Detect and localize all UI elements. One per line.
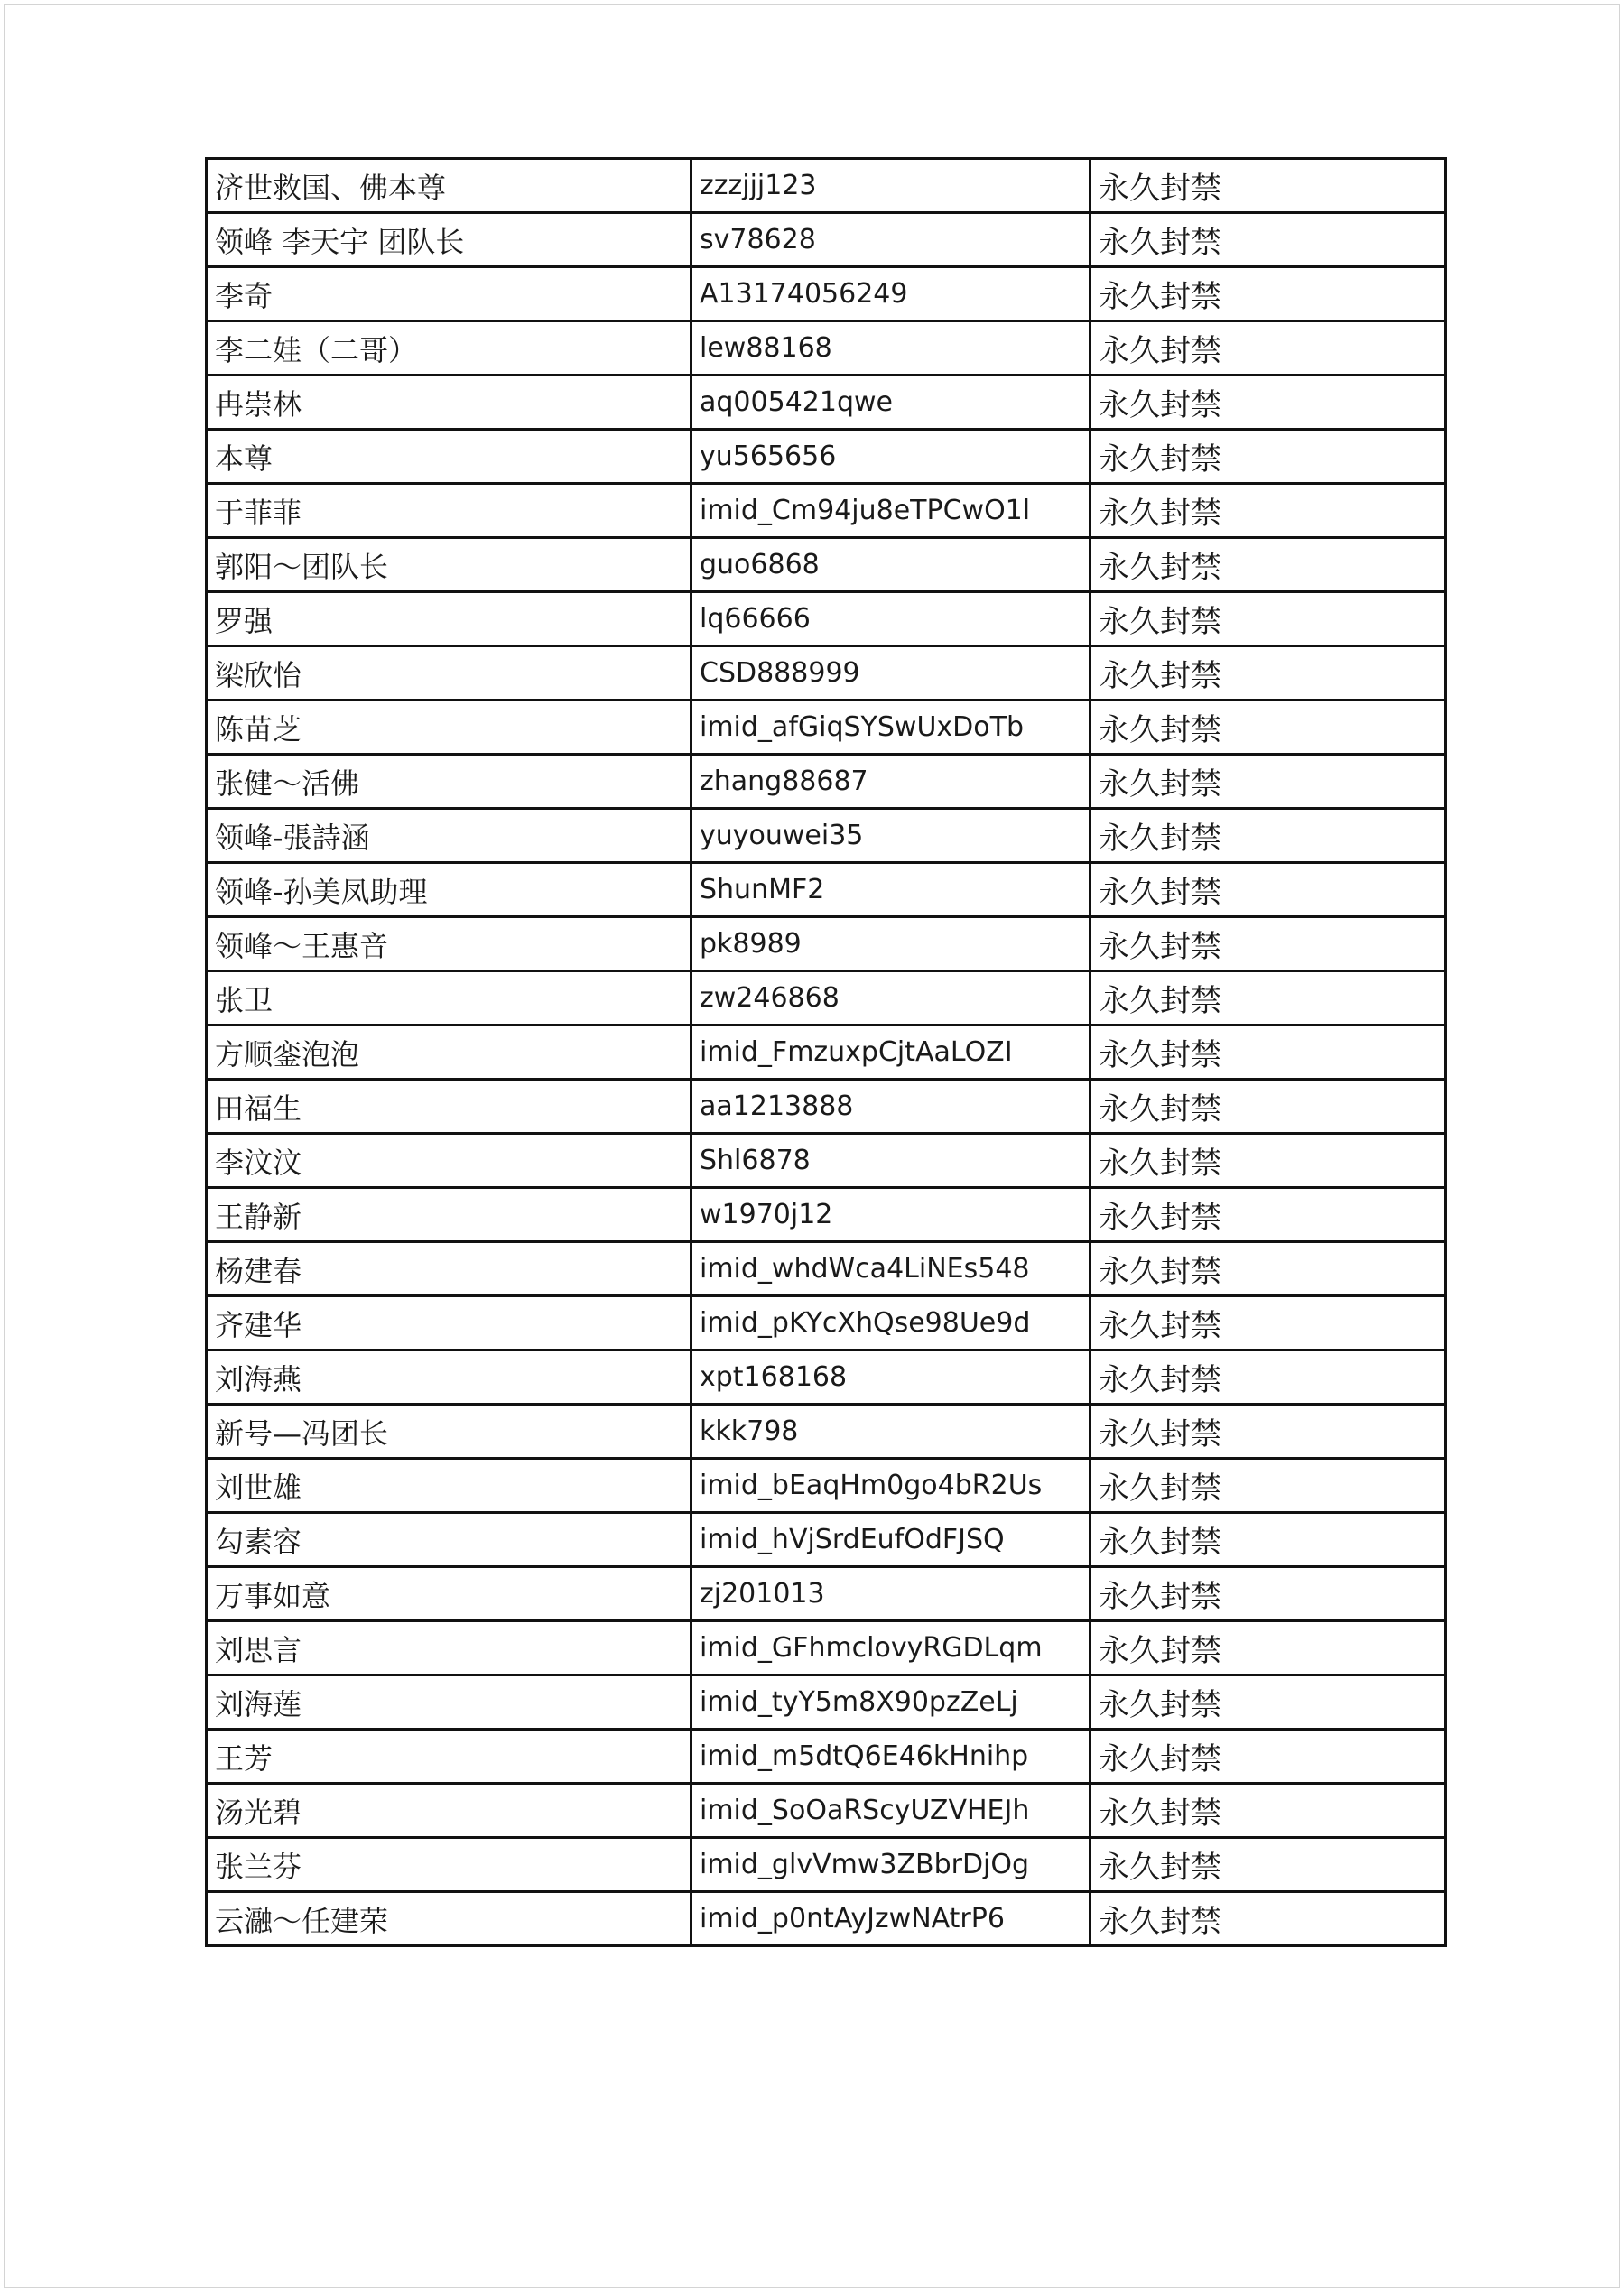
- name-cell: 领峰 李天宇 团队长: [207, 213, 691, 267]
- table-row: [207, 484, 1446, 538]
- account-cell: zw246868: [691, 971, 1090, 1025]
- account-cell: imid_tyY5m8X90pzZeLj: [691, 1675, 1090, 1730]
- status-cell: 永久封禁: [1090, 971, 1446, 1025]
- name-cell: 王芳: [207, 1730, 691, 1784]
- status-cell: 永久封禁: [1090, 592, 1446, 646]
- document-page: [4, 4, 1620, 2288]
- account-cell: zhang88687: [691, 755, 1090, 809]
- table-row: [207, 809, 1446, 863]
- name-cell: 勾素容: [207, 1513, 691, 1567]
- name-cell: 刘世雄: [207, 1459, 691, 1513]
- account-cell: imid_glvVmw3ZBbrDjOg: [691, 1838, 1090, 1892]
- name-cell: 冉崇林: [207, 376, 691, 430]
- table-row: [207, 755, 1446, 809]
- status-cell: 永久封禁: [1090, 863, 1446, 917]
- name-cell: 张健～活佛: [207, 755, 691, 809]
- account-cell: imid_p0ntAyJzwNAtrP6: [691, 1892, 1090, 1946]
- status-cell: 永久封禁: [1090, 1621, 1446, 1675]
- table-row: [207, 1080, 1446, 1134]
- status-cell: 永久封禁: [1090, 1350, 1446, 1405]
- name-cell: 方顺銮泡泡: [207, 1025, 691, 1080]
- table-row: [207, 213, 1446, 267]
- account-cell: zj201013: [691, 1567, 1090, 1621]
- status-cell: 永久封禁: [1090, 755, 1446, 809]
- account-cell: aq005421qwe: [691, 376, 1090, 430]
- status-cell: 永久封禁: [1090, 484, 1446, 538]
- name-cell: 领峰-張詩涵: [207, 809, 691, 863]
- name-cell: 王静新: [207, 1188, 691, 1242]
- name-cell: 新号—冯团长: [207, 1405, 691, 1459]
- status-cell: 永久封禁: [1090, 538, 1446, 592]
- status-cell: 永久封禁: [1090, 1405, 1446, 1459]
- table-row: [207, 159, 1446, 213]
- status-cell: 永久封禁: [1090, 1730, 1446, 1784]
- table-row: [207, 321, 1446, 376]
- table-row: [207, 863, 1446, 917]
- account-cell: imid_FmzuxpCjtAaLOZI: [691, 1025, 1090, 1080]
- account-cell: imid_Cm94ju8eTPCwO1l: [691, 484, 1090, 538]
- name-cell: 梁欣怡: [207, 646, 691, 701]
- name-cell: 云瀜～任建荣: [207, 1892, 691, 1946]
- name-cell: 刘思言: [207, 1621, 691, 1675]
- status-cell: 永久封禁: [1090, 1242, 1446, 1296]
- ban-list-body: [207, 159, 1446, 1946]
- name-cell: 李二娃（二哥）: [207, 321, 691, 376]
- name-cell: 于菲菲: [207, 484, 691, 538]
- table-row: [207, 1621, 1446, 1675]
- table-row: [207, 1784, 1446, 1838]
- name-cell: 张兰芬: [207, 1838, 691, 1892]
- table-row: [207, 1567, 1446, 1621]
- account-cell: imid_SoOaRScyUZVHEJh: [691, 1784, 1090, 1838]
- status-cell: 永久封禁: [1090, 1892, 1446, 1946]
- status-cell: 永久封禁: [1090, 1188, 1446, 1242]
- status-cell: 永久封禁: [1090, 321, 1446, 376]
- table-row: [207, 1892, 1446, 1946]
- name-cell: 李汶汶: [207, 1134, 691, 1188]
- account-cell: lew88168: [691, 321, 1090, 376]
- table-row: [207, 430, 1446, 484]
- account-cell: zzzjjj123: [691, 159, 1090, 213]
- table-row: [207, 917, 1446, 971]
- status-cell: 永久封禁: [1090, 1459, 1446, 1513]
- account-cell: imid_hVjSrdEufOdFJSQ: [691, 1513, 1090, 1567]
- account-cell: CSD888999: [691, 646, 1090, 701]
- name-cell: 田福生: [207, 1080, 691, 1134]
- table-row: [207, 1188, 1446, 1242]
- account-cell: xpt168168: [691, 1350, 1090, 1405]
- status-cell: 永久封禁: [1090, 809, 1446, 863]
- status-cell: 永久封禁: [1090, 159, 1446, 213]
- account-cell: Shl6878: [691, 1134, 1090, 1188]
- table-row: [207, 592, 1446, 646]
- account-cell: aa1213888: [691, 1080, 1090, 1134]
- table-row: [207, 701, 1446, 755]
- table-row: [207, 376, 1446, 430]
- table-row: [207, 267, 1446, 321]
- status-cell: 永久封禁: [1090, 1296, 1446, 1350]
- account-cell: ShunMF2: [691, 863, 1090, 917]
- status-cell: 永久封禁: [1090, 267, 1446, 321]
- name-cell: 陈苗芝: [207, 701, 691, 755]
- table-row: [207, 646, 1446, 701]
- status-cell: 永久封禁: [1090, 1567, 1446, 1621]
- status-cell: 永久封禁: [1090, 1134, 1446, 1188]
- table-row: [207, 1838, 1446, 1892]
- table-row: [207, 1459, 1446, 1513]
- status-cell: 永久封禁: [1090, 917, 1446, 971]
- account-cell: imid_pKYcXhQse98Ue9d: [691, 1296, 1090, 1350]
- account-cell: imid_whdWca4LiNEs548: [691, 1242, 1090, 1296]
- name-cell: 济世救国、佛本尊: [207, 159, 691, 213]
- status-cell: 永久封禁: [1090, 1838, 1446, 1892]
- account-cell: imid_bEaqHm0go4bR2Us: [691, 1459, 1090, 1513]
- status-cell: 永久封禁: [1090, 1675, 1446, 1730]
- name-cell: 张卫: [207, 971, 691, 1025]
- table-row: [207, 1296, 1446, 1350]
- account-cell: imid_m5dtQ6E46kHnihp: [691, 1730, 1090, 1784]
- table-row: [207, 1730, 1446, 1784]
- account-cell: kkk798: [691, 1405, 1090, 1459]
- account-cell: pk8989: [691, 917, 1090, 971]
- table-row: [207, 1242, 1446, 1296]
- account-cell: yuyouwei35: [691, 809, 1090, 863]
- name-cell: 杨建春: [207, 1242, 691, 1296]
- status-cell: 永久封禁: [1090, 376, 1446, 430]
- status-cell: 永久封禁: [1090, 1513, 1446, 1567]
- name-cell: 领峰-孙美凤助理: [207, 863, 691, 917]
- ban-list-table: [205, 157, 1447, 1947]
- table-row: [207, 538, 1446, 592]
- name-cell: 刘海燕: [207, 1350, 691, 1405]
- table-row: [207, 1134, 1446, 1188]
- status-cell: 永久封禁: [1090, 213, 1446, 267]
- name-cell: 李奇: [207, 267, 691, 321]
- account-cell: w1970j12: [691, 1188, 1090, 1242]
- account-cell: lq66666: [691, 592, 1090, 646]
- status-cell: 永久封禁: [1090, 1025, 1446, 1080]
- table-row: [207, 1675, 1446, 1730]
- name-cell: 汤光碧: [207, 1784, 691, 1838]
- name-cell: 领峰～王惠音: [207, 917, 691, 971]
- account-cell: sv78628: [691, 213, 1090, 267]
- status-cell: 永久封禁: [1090, 646, 1446, 701]
- name-cell: 齐建华: [207, 1296, 691, 1350]
- status-cell: 永久封禁: [1090, 701, 1446, 755]
- table-row: [207, 1405, 1446, 1459]
- name-cell: 本尊: [207, 430, 691, 484]
- table-row: [207, 971, 1446, 1025]
- status-cell: 永久封禁: [1090, 1784, 1446, 1838]
- name-cell: 万事如意: [207, 1567, 691, 1621]
- account-cell: A13174056249: [691, 267, 1090, 321]
- account-cell: imid_GFhmclovyRGDLqm: [691, 1621, 1090, 1675]
- table-row: [207, 1025, 1446, 1080]
- name-cell: 罗强: [207, 592, 691, 646]
- account-cell: yu565656: [691, 430, 1090, 484]
- status-cell: 永久封禁: [1090, 430, 1446, 484]
- account-cell: guo6868: [691, 538, 1090, 592]
- name-cell: 刘海莲: [207, 1675, 691, 1730]
- account-cell: imid_afGiqSYSwUxDoTb: [691, 701, 1090, 755]
- status-cell: 永久封禁: [1090, 1080, 1446, 1134]
- name-cell: 郭阳～团队长: [207, 538, 691, 592]
- table-row: [207, 1513, 1446, 1567]
- table-row: [207, 1350, 1446, 1405]
